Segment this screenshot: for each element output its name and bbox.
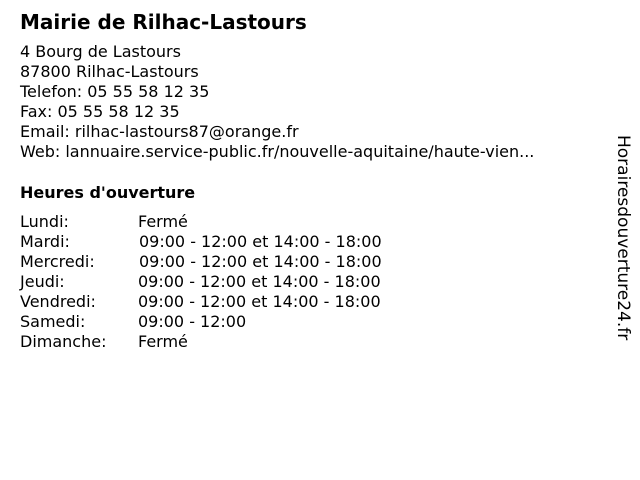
time-value: 09:00 - 12:00 et 14:00 - 18:00 — [139, 252, 382, 271]
day-label: Jeudi: — [20, 272, 65, 291]
fax-number: Fax: 05 55 58 12 35 — [20, 102, 180, 121]
time-value: Fermé — [138, 212, 188, 231]
day-label: Mardi: — [20, 232, 70, 251]
email-address[interactable]: Email: rilhac-lastours87@orange.fr — [20, 122, 299, 141]
day-label: Mercredi: — [20, 252, 95, 271]
address-street: 4 Bourg de Lastours — [20, 42, 181, 61]
time-value: Fermé — [138, 332, 188, 351]
address-city: 87800 Rilhac-Lastours — [20, 62, 199, 81]
site-watermark: Horairesdouverture24.fr — [613, 135, 633, 341]
day-label: Lundi: — [20, 212, 69, 231]
time-value: 09:00 - 12:00 et 14:00 - 18:00 — [138, 292, 381, 311]
page-title: Mairie de Rilhac-Lastours — [20, 10, 307, 34]
time-value: 09:00 - 12:00 — [138, 312, 247, 331]
hours-heading: Heures d'ouverture — [20, 183, 196, 202]
day-label: Vendredi: — [20, 292, 96, 311]
day-label: Dimanche: — [20, 332, 107, 351]
time-value: 09:00 - 12:00 et 14:00 - 18:00 — [138, 272, 381, 291]
website-link[interactable]: Web: lannuaire.service-public.fr/nouvelle-aquitaine/haute-vien... — [20, 142, 535, 161]
day-label: Samedi: — [20, 312, 86, 331]
time-value: 09:00 - 12:00 et 14:00 - 18:00 — [139, 232, 382, 251]
phone-number[interactable]: Telefon: 05 55 58 12 35 — [20, 82, 210, 101]
contact-block — [20, 42, 534, 162]
